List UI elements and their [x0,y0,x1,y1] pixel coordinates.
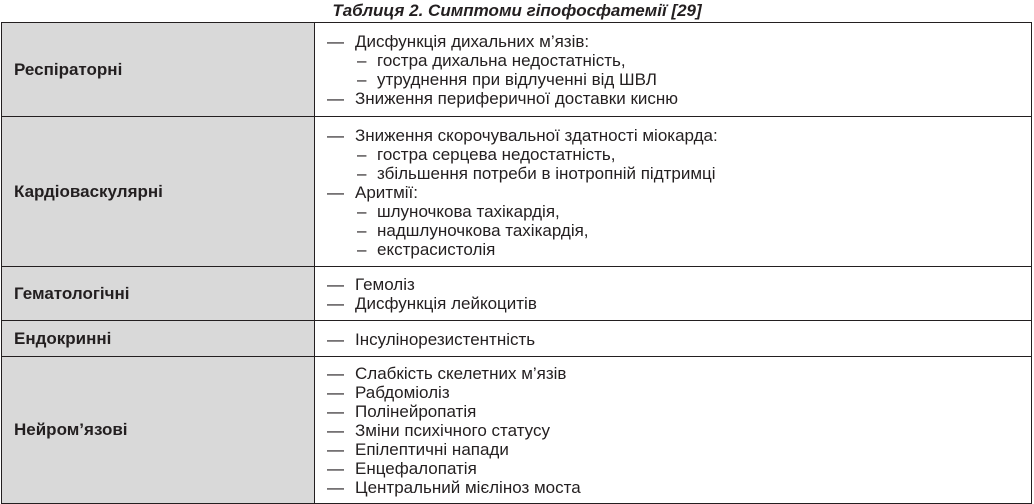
sub-list-item: – надшлуночкова тахікардія, [357,220,589,240]
list-item: — Аритмії: [327,182,418,202]
list-item: — Епілептичні напади [327,440,509,459]
table-row [2,357,1032,504]
list-item: — Полінейропатія [327,402,477,421]
table-row [2,321,1032,357]
symptoms-cell [315,23,1032,117]
sub-list-item: – екстрасистолія [357,239,496,259]
category-cell: Кардіоваскулярні [2,117,315,267]
list-item: — Гемоліз [327,275,415,294]
sub-list-item: – шлуночкова тахікардія, [357,201,560,221]
sub-list-item: – утруднення при відлученні від ШВЛ [357,70,657,89]
list-item: — Дисфункція лейкоцитів [327,294,537,313]
category-cell: Респіраторні [2,23,315,117]
category-cell: Нейром’язові [2,357,315,504]
sub-list-item: – гостра серцева недостатність, [357,144,616,164]
list-item: — Енцефалопатія [327,459,477,478]
table-row [2,267,1032,321]
list-item: — Інсулінорезистентність [327,329,536,349]
symptoms-cell [315,117,1032,267]
table-row [2,117,1032,267]
list-item: — Дисфункція дихальних м’язів: [327,32,590,51]
sub-list-item: – гостра дихальна недостатність, [357,51,626,70]
list-item: — Слабкість скелетних м’язів [327,364,567,383]
list-item: — Центральний мієліноз моста [327,478,581,497]
category-cell: Ендокринні [2,321,315,357]
table-row [2,23,1032,117]
category-cell: Гематологічні [2,267,315,321]
list-item: — Зниження скорочувальної здатності міокарда: [327,125,718,145]
symptoms-cell [315,357,1032,504]
sub-list-item: – збільшення потреби в інотропній підтримці [357,163,716,183]
list-item: — Рабдоміоліз [327,383,450,402]
list-item: — Зміни психічного статусу [327,421,550,440]
symptoms-cell [315,321,1032,357]
symptoms-table [1,22,1032,504]
table-caption: Таблиця 2. Симптоми гіпофосфатемії [29] [332,1,702,20]
list-item: — Зниження периферичної доставки кисню [327,89,679,108]
symptoms-cell [315,267,1032,321]
